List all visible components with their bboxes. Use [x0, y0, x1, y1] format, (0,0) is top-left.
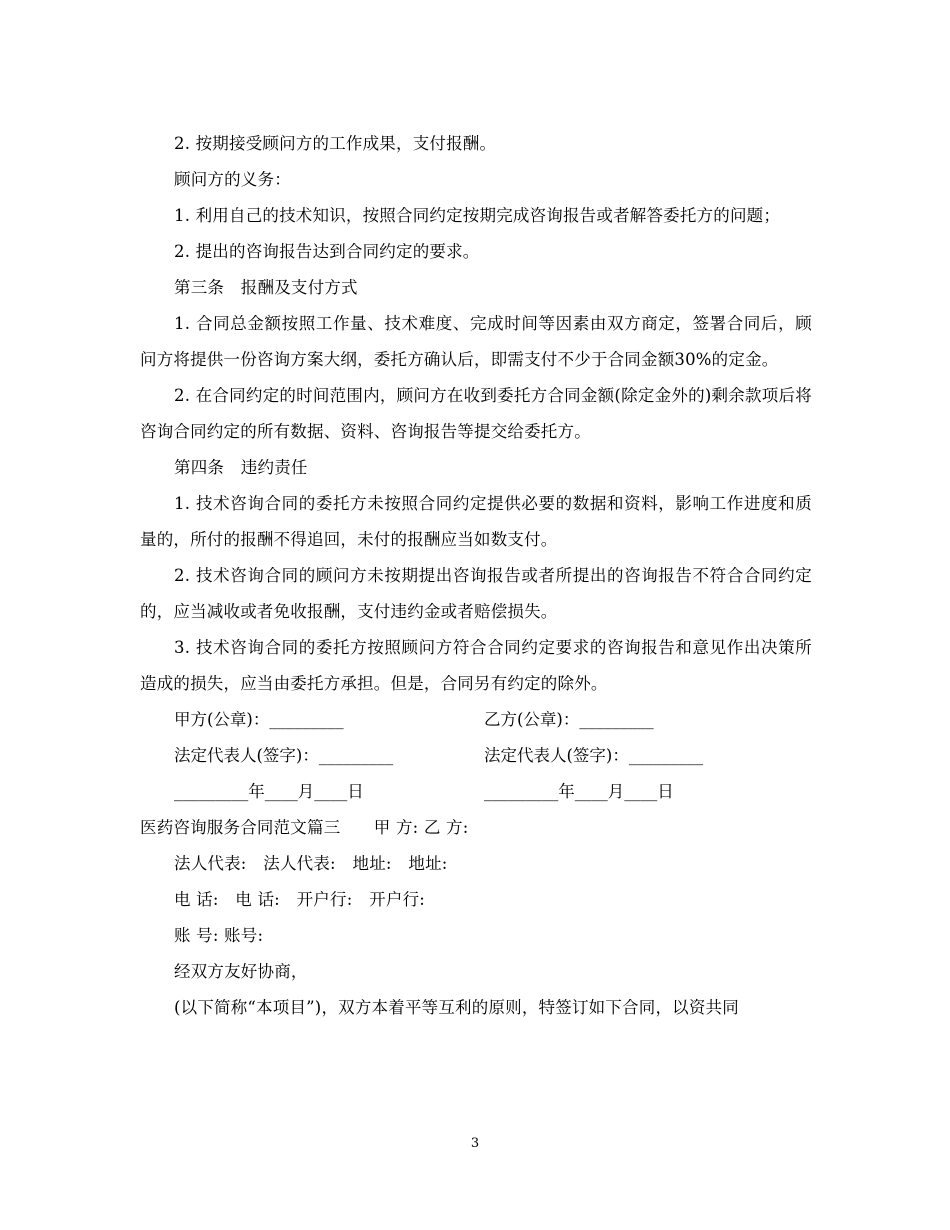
paragraph: 第四条 违约责任 [174, 458, 308, 477]
party-a-field: 法定代表人(签字)：_________ [174, 746, 394, 765]
paragraph: 1. 利用自己的技术知识，按照合同约定按期完成咨询报告或者解答委托方的问题； [174, 206, 781, 225]
signature-row [140, 774, 812, 810]
paragraph: (以下简称“本项目”)，双方本着平等互利的原则，特签订如下合同，以资共同 [174, 998, 739, 1017]
document-body [140, 126, 812, 1026]
paragraph: 经双方友好协商， [174, 962, 308, 981]
party-a-field: _________年____月____日 [174, 782, 364, 801]
paragraph: 1. 技术咨询合同的委托方未按照合同约定提供必要的数据和资料，影响工作进度和质量的，所付的报酬不得追回，未付的报酬应当如数支付。 [140, 494, 812, 549]
paragraph: 账 号: 账号: [174, 926, 264, 945]
signature-block [140, 702, 812, 810]
paragraph: 医药咨询服务合同范文篇三 甲 方: 乙 方: [140, 818, 469, 837]
paragraph: 法人代表: 法人代表: 地址: 地址: [174, 854, 448, 873]
paragraph: 2. 技术咨询合同的顾问方未按期提出咨询报告或者所提出的咨询报告不符合合同约定的，应当减收或者免收报酬，支付违约金或者赔偿损失。 [140, 566, 812, 621]
paragraph: 2. 按期接受顾问方的工作成果，支付报酬。 [174, 134, 497, 153]
party-b-field: _________年____月____日 [484, 782, 674, 801]
paragraph: 2. 在合同约定的时间范围内，顾问方在收到委托方合同金额(除定金外的)剩余款项后将咨询合同约定的所有数据、资料、咨询报告等提交给委托方。 [140, 386, 812, 441]
signature-row [140, 702, 812, 738]
party-a-field: 甲方(公章)：_________ [174, 710, 344, 729]
party-b-field: 法定代表人(签字)：_________ [484, 746, 704, 765]
signature-row [140, 738, 812, 774]
next-contract-section [140, 810, 812, 1026]
paragraph: 电 话: 电 话: 开户行: 开户行: [174, 890, 426, 909]
page-number: 3 [470, 1136, 480, 1151]
paragraph: 顾问方的义务： [174, 170, 291, 189]
party-b-field: 乙方(公章)：_________ [484, 710, 654, 729]
paragraph: 3. 技术咨询合同的委托方按照顾问方符合合同约定要求的咨询报告和意见作出决策所造成的损失，应当由委托方承担。但是，合同另有约定的除外。 [140, 638, 812, 693]
contract-clauses [140, 126, 812, 702]
paragraph: 2. 提出的咨询报告达到合同约定的要求。 [174, 242, 480, 261]
paragraph: 1. 合同总金额按照工作量、技术难度、完成时间等因素由双方商定，签署合同后，顾问方将提供一份咨询方案大纲，委托方确认后，即需支付不少于合同金额30%的定金。 [140, 314, 812, 369]
paragraph: 第三条 报酬及支付方式 [174, 278, 358, 297]
